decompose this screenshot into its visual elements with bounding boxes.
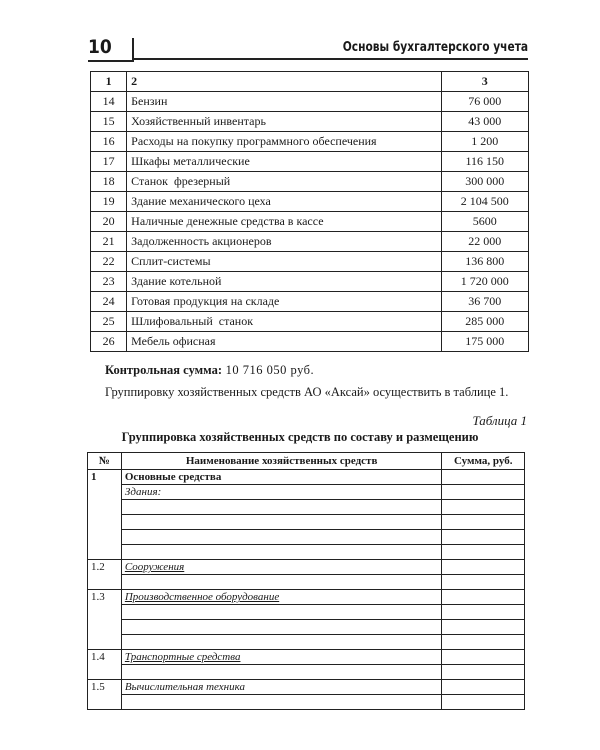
item-value: 175 000 (441, 332, 528, 352)
blank-name-cell[interactable] (121, 620, 442, 635)
instruction-text: Группировку хозяйственных средств АО «Аксай» осуществить в таблице 1. (105, 385, 509, 399)
table-row (91, 332, 529, 352)
table-row (91, 112, 529, 132)
blank-name-cell[interactable] (121, 545, 442, 560)
table-row (91, 152, 529, 172)
table-row (91, 92, 529, 112)
table-row (91, 292, 529, 312)
table-row (91, 232, 529, 252)
row-number: 26 (91, 332, 127, 352)
sum-cell[interactable] (442, 470, 525, 485)
blank-row (88, 575, 525, 590)
control-sum-value: 10 716 050 руб. (222, 363, 315, 377)
item-value: 22 000 (441, 232, 528, 252)
group-heading: Основные средства (121, 470, 442, 485)
table-row (91, 272, 529, 292)
column-header: 1 (91, 72, 127, 92)
header-divider-underline (88, 60, 134, 62)
item-value: 300 000 (441, 172, 528, 192)
table-caption: Таблица 1 (472, 413, 527, 428)
sum-cell[interactable] (442, 680, 525, 695)
row-number: 18 (91, 172, 127, 192)
subgroup-label: Сооружения (121, 560, 442, 575)
row-number: 25 (91, 312, 127, 332)
row-number: 14 (91, 92, 127, 112)
item-name: Бензин (127, 92, 441, 112)
table-row (88, 680, 525, 695)
item-value: 36 700 (441, 292, 528, 312)
sum-cell[interactable] (442, 590, 525, 605)
table-title: Группировка хозяйственных средств по составу и размещению (121, 430, 479, 444)
blank-name-cell[interactable] (121, 575, 442, 590)
subgroup-label: Производственное оборудование (121, 590, 442, 605)
group-number: 1 (88, 470, 122, 560)
blank-row (88, 665, 525, 680)
grouping-table (87, 452, 525, 710)
blank-row (88, 530, 525, 545)
row-number: 19 (91, 192, 127, 212)
running-title: Основы бухгалтерского учета (342, 40, 528, 55)
sum-cell[interactable] (442, 695, 525, 710)
item-name: Готовая продукция на складе (127, 292, 441, 312)
header-rule (134, 58, 528, 60)
sum-cell[interactable] (442, 650, 525, 665)
page-number: 10 (88, 36, 112, 58)
sum-cell[interactable] (442, 620, 525, 635)
table-header-row (91, 72, 529, 92)
item-value: 5600 (441, 212, 528, 232)
blank-row (88, 545, 525, 560)
row-number: 21 (91, 232, 127, 252)
sum-cell[interactable] (442, 530, 525, 545)
blank-name-cell[interactable] (121, 515, 442, 530)
item-value: 136 800 (441, 252, 528, 272)
sum-cell[interactable] (442, 485, 525, 500)
item-name: Мебель офисная (127, 332, 441, 352)
group-number: 1.5 (88, 680, 122, 710)
blank-row (88, 500, 525, 515)
sum-cell[interactable] (442, 665, 525, 680)
control-sum (105, 363, 314, 378)
row-number: 24 (91, 292, 127, 312)
table-row (91, 212, 529, 232)
row-number: 15 (91, 112, 127, 132)
table-row (88, 590, 525, 605)
table-row (91, 172, 529, 192)
table-header-row (88, 453, 525, 470)
column-header: № (88, 453, 122, 470)
table-row (88, 485, 525, 500)
assets-list-table (90, 71, 529, 352)
column-header: Сумма, руб. (442, 453, 525, 470)
item-value: 1 200 (441, 132, 528, 152)
item-name: Наличные денежные средства в кассе (127, 212, 441, 232)
sum-cell[interactable] (442, 605, 525, 620)
table-row (91, 252, 529, 272)
column-header: 3 (441, 72, 528, 92)
group-number: 1.4 (88, 650, 122, 680)
table-row (88, 650, 525, 665)
blank-row (88, 515, 525, 530)
subgroup-label: Здания: (121, 485, 442, 500)
running-header (88, 36, 528, 66)
header-divider-vertical (132, 38, 134, 60)
blank-name-cell[interactable] (121, 665, 442, 680)
sum-cell[interactable] (442, 545, 525, 560)
item-name: Расходы на покупку программного обеспечения (127, 132, 441, 152)
item-value: 76 000 (441, 92, 528, 112)
item-name: Шлифовальный станок (127, 312, 441, 332)
row-number: 17 (91, 152, 127, 172)
blank-name-cell[interactable] (121, 530, 442, 545)
subgroup-label: Вычислительная техника (121, 680, 442, 695)
item-name: Здание механического цеха (127, 192, 441, 212)
row-number: 23 (91, 272, 127, 292)
row-number: 16 (91, 132, 127, 152)
subgroup-label: Транспортные средства (121, 650, 442, 665)
item-value: 2 104 500 (441, 192, 528, 212)
table-row (91, 312, 529, 332)
table-row (91, 132, 529, 152)
sum-cell[interactable] (442, 575, 525, 590)
row-number: 22 (91, 252, 127, 272)
sum-cell[interactable] (442, 500, 525, 515)
table-row (88, 560, 525, 575)
blank-row (88, 620, 525, 635)
item-name: Станок фрезерный (127, 172, 441, 192)
blank-row (88, 635, 525, 650)
blank-name-cell[interactable] (121, 605, 442, 620)
item-name: Сплит-системы (127, 252, 441, 272)
group-number: 1.3 (88, 590, 122, 650)
column-header: Наименование хозяйственных средств (121, 453, 442, 470)
control-sum-label: Контрольная сумма: (105, 363, 223, 377)
blank-row (88, 695, 525, 710)
blank-name-cell[interactable] (121, 500, 442, 515)
item-value: 1 720 000 (441, 272, 528, 292)
item-value: 116 150 (441, 152, 528, 172)
group-number: 1.2 (88, 560, 122, 590)
blank-row (88, 605, 525, 620)
blank-name-cell[interactable] (121, 695, 442, 710)
sum-cell[interactable] (442, 515, 525, 530)
item-name: Здание котельной (127, 272, 441, 292)
table-row (91, 192, 529, 212)
item-name: Хозяйственный инвентарь (127, 112, 441, 132)
sum-cell[interactable] (442, 560, 525, 575)
item-value: 43 000 (441, 112, 528, 132)
sum-cell[interactable] (442, 635, 525, 650)
blank-name-cell[interactable] (121, 635, 442, 650)
item-name: Шкафы металлические (127, 152, 441, 172)
item-value: 285 000 (441, 312, 528, 332)
row-number: 20 (91, 212, 127, 232)
item-name: Задолженность акционеров (127, 232, 441, 252)
column-header: 2 (127, 72, 441, 92)
table-row (88, 470, 525, 485)
